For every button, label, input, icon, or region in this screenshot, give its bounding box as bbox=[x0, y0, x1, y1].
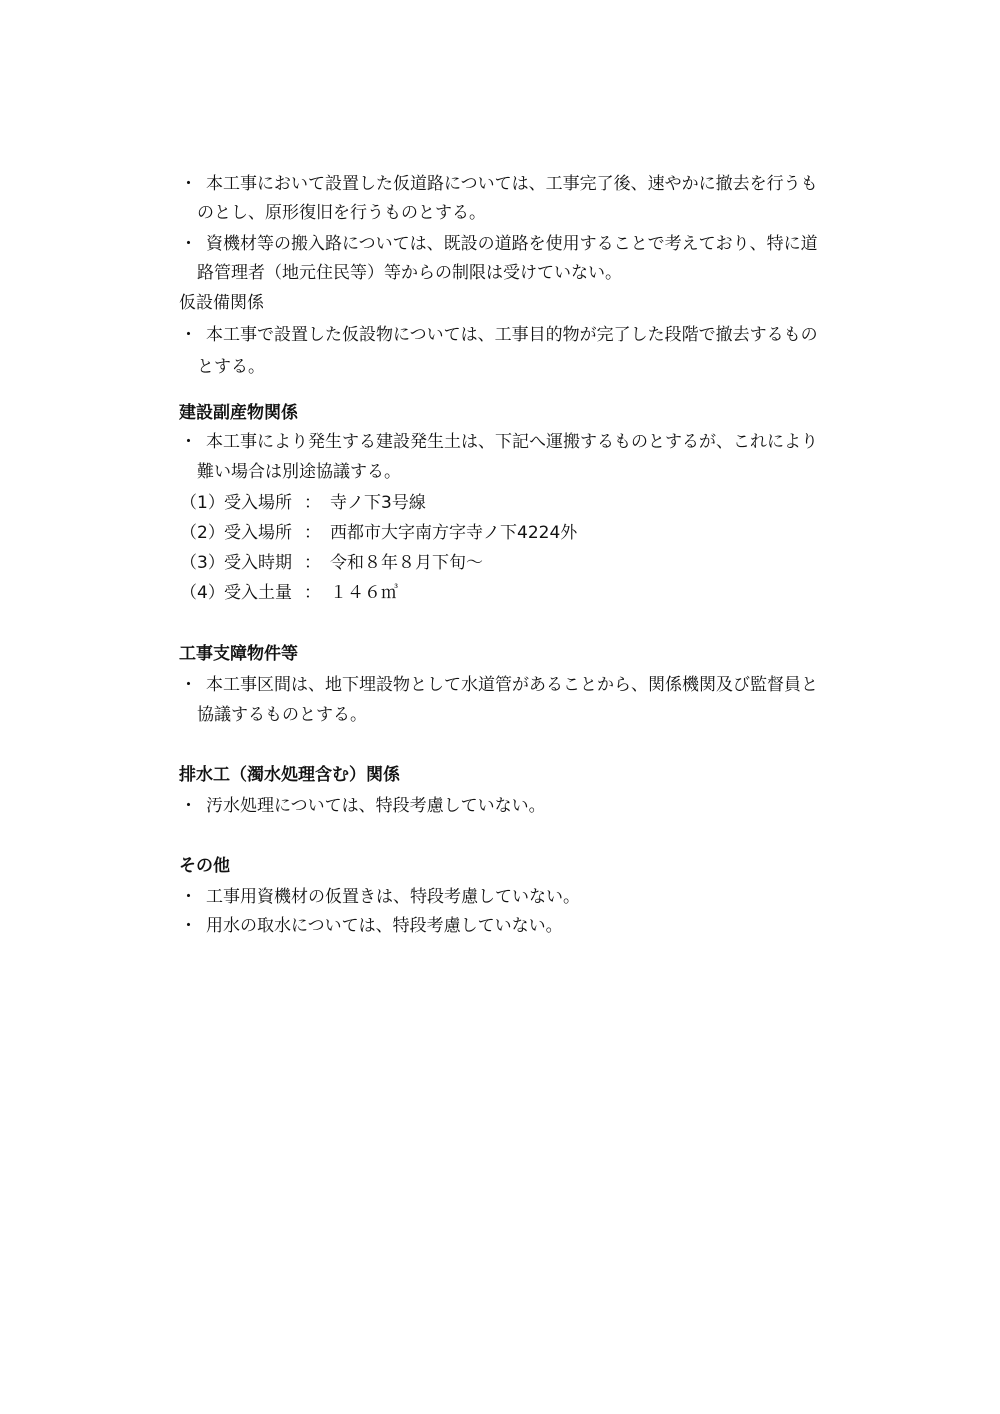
list-item-text: 本工事により発生する建設発生土は、下記へ運搬するものとするが、これにより bbox=[206, 432, 818, 452]
list-item-text: 工事用資機材の仮置きは、特段考慮していない。 bbox=[206, 887, 580, 907]
section-heading-drainage: 排水工（濁水処理含む）関係 bbox=[179, 765, 400, 785]
item-number: （3） bbox=[180, 553, 225, 573]
bullet-mark: ・ bbox=[180, 234, 197, 254]
list-item-continuation: 協議するものとする。 bbox=[197, 705, 367, 725]
item-key: 受入時期 bbox=[224, 553, 292, 573]
list-item-continuation: 路管理者（地元住民等）等からの制限は受けていない。 bbox=[197, 263, 622, 283]
list-item-text: 本工事区間は、地下埋設物として水道管があることから、関係機関及び監督員と bbox=[206, 675, 818, 695]
list-item bbox=[180, 233, 818, 255]
section-heading-byproducts: 建設副産物関係 bbox=[179, 403, 298, 423]
section-heading-temporary: 仮設備関係 bbox=[179, 293, 264, 313]
item-key: 受入場所 bbox=[224, 523, 292, 543]
item-separator: ： bbox=[304, 523, 321, 543]
numbered-item bbox=[180, 492, 426, 514]
bullet-mark: ・ bbox=[180, 887, 197, 907]
bullet-mark: ・ bbox=[180, 325, 197, 345]
item-value: １４６㎥ bbox=[330, 583, 398, 603]
item-key: 受入土量 bbox=[224, 583, 292, 603]
bullet-mark: ・ bbox=[180, 675, 197, 695]
list-item-text: 用水の取水については、特段考慮していない。 bbox=[206, 916, 563, 936]
list-item-continuation: のとし、原形復旧を行うものとする。 bbox=[197, 203, 486, 223]
item-value: 寺ノ下3号線 bbox=[330, 493, 426, 513]
numbered-item bbox=[180, 552, 483, 574]
list-item bbox=[180, 431, 818, 453]
list-item-text: 本工事において設置した仮道路については、工事完了後、速やかに撤去を行うも bbox=[206, 174, 818, 194]
item-number: （1） bbox=[180, 493, 225, 513]
list-item bbox=[180, 915, 563, 937]
item-number: （2） bbox=[180, 523, 225, 543]
list-item bbox=[180, 173, 818, 195]
bullet-mark: ・ bbox=[180, 916, 197, 936]
numbered-item bbox=[180, 582, 398, 604]
list-item bbox=[180, 324, 818, 346]
item-number: （4） bbox=[180, 583, 225, 603]
bullet-mark: ・ bbox=[180, 174, 197, 194]
list-item-text: 資機材等の搬入路については、既設の道路を使用することで考えており、特に道 bbox=[206, 234, 818, 254]
list-item bbox=[180, 674, 818, 696]
list-item-text: 本工事で設置した仮設物については、工事目的物が完了した段階で撤去するもの bbox=[206, 325, 818, 345]
item-key: 受入場所 bbox=[224, 493, 292, 513]
list-item bbox=[180, 886, 580, 908]
list-item-text: 汚水処理については、特段考慮していない。 bbox=[206, 796, 546, 816]
item-separator: ： bbox=[304, 583, 321, 603]
list-item bbox=[180, 795, 546, 817]
list-item-continuation: とする。 bbox=[197, 357, 265, 377]
bullet-mark: ・ bbox=[180, 432, 197, 452]
section-heading-obstacles: 工事支障物件等 bbox=[179, 644, 298, 664]
item-value: 西都市大字南方字寺ノ下4224外 bbox=[330, 523, 578, 543]
item-value: 令和８年８月下旬～ bbox=[330, 553, 483, 573]
section-heading-other: その他 bbox=[179, 856, 230, 876]
bullet-mark: ・ bbox=[180, 796, 197, 816]
list-item-continuation: 難い場合は別途協議する。 bbox=[197, 462, 401, 482]
numbered-item bbox=[180, 522, 577, 544]
item-separator: ： bbox=[304, 493, 321, 513]
item-separator: ： bbox=[304, 553, 321, 573]
